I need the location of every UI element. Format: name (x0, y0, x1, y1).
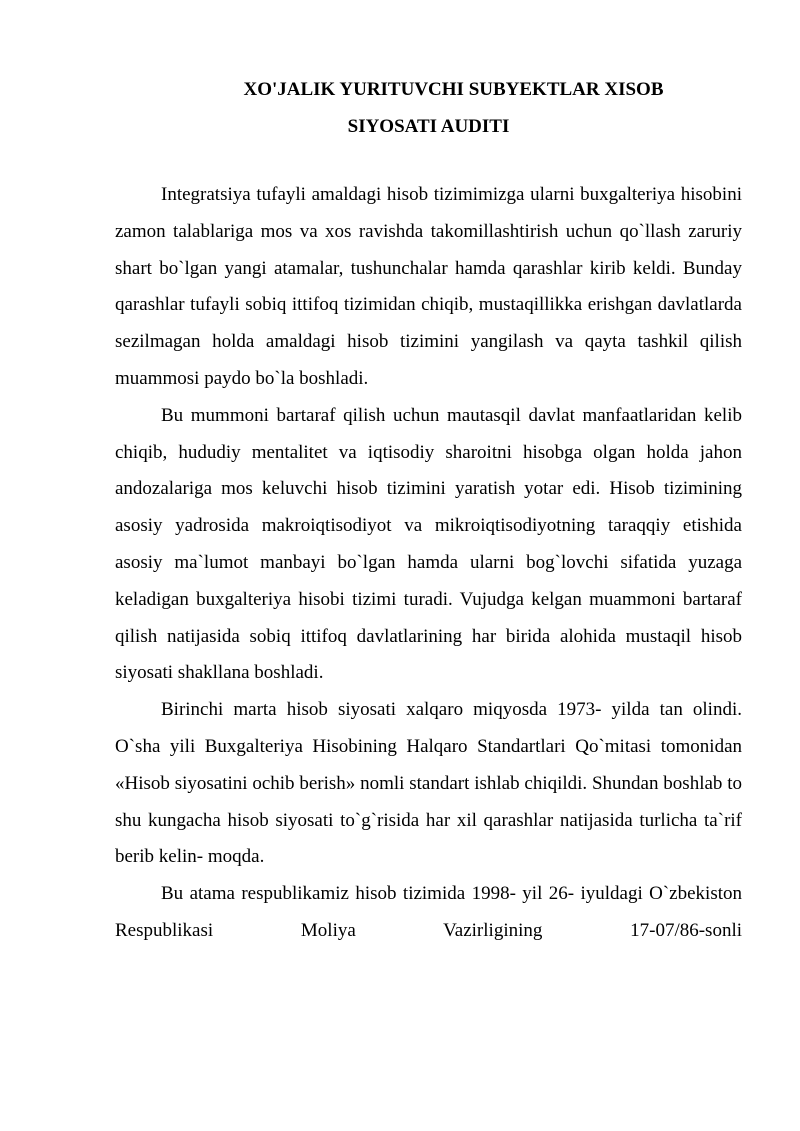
paragraph-4: Bu atama respublikamiz hisob tizimida 1998- yil 26- iyuldagi O`zbekiston Respublikasi Moliya Vazirligining 17-07/86-sonli (115, 883, 742, 941)
document-body (115, 177, 742, 950)
paragraph-3: Birinchi marta hisob siyosati xalqaro miqyosda 1973- yilda tan olindi. O`sha yili Buxgalteriya Hisobining Halqaro Standartlari Qo`mitasi tomonidan «Hisob siyosatini ochib berish» nomli standart ishlab chiqildi. Shundan boshlab to shu kungacha hisob siyosati to`g`risida har xil qarashlar natijasida turlicha ta`rif berib kelin- moqda. (115, 699, 742, 868)
document-title-line-2: SIYOSATI AUDITI (347, 116, 510, 137)
document-title-line-1: XO'JALIK YURITUVCHI SUBYEKTLAR XISOB (243, 79, 664, 100)
paragraph-2: Bu mummoni bartaraf qilish uchun mautasqil davlat manfaatlaridan kelib chiqib, hududiy mentalitet va iqtisodiy sharoitni hisobga olgan holda jahon andozalariga mos keluvchi hisob tizimini yaratish yotar edi. Hisob tizimining asosiy yadrosida makroiqtisodiyot va mikroiqtisodiyotning taraqqiy etishida asosiy ma`lumot manbayi bo`lgan hamda ularni bog`lovchi sifatida yuzaga keladigan buxgalteriya hisobi tizimi turadi. Vujudga kelgan muammoni bartaraf qilish natijasida sobiq ittifoq davlatlarining har birida alohida mustaqil hisob siyosati shakllana boshladi. (115, 404, 742, 684)
paragraph-1: Integratsiya tufayli amaldagi hisob tizimimizga ularni buxgalteriya hisobini zamon talablariga mos va xos ravishda takomillashtirish uchun qo`llash zaruriy shart bo`lgan yangi atamalar, tushunchalar hamda qarashlar kirib keldi. Bunday qarashlar tufayli sobiq ittifoq tizimidan chiqib, mustaqillikka erishgan davlatlarda sezilmagan holda amaldagi hisob tizimini yangilash va qayta tashkil qilish muammosi paydo bo`la boshladi. (115, 184, 742, 389)
